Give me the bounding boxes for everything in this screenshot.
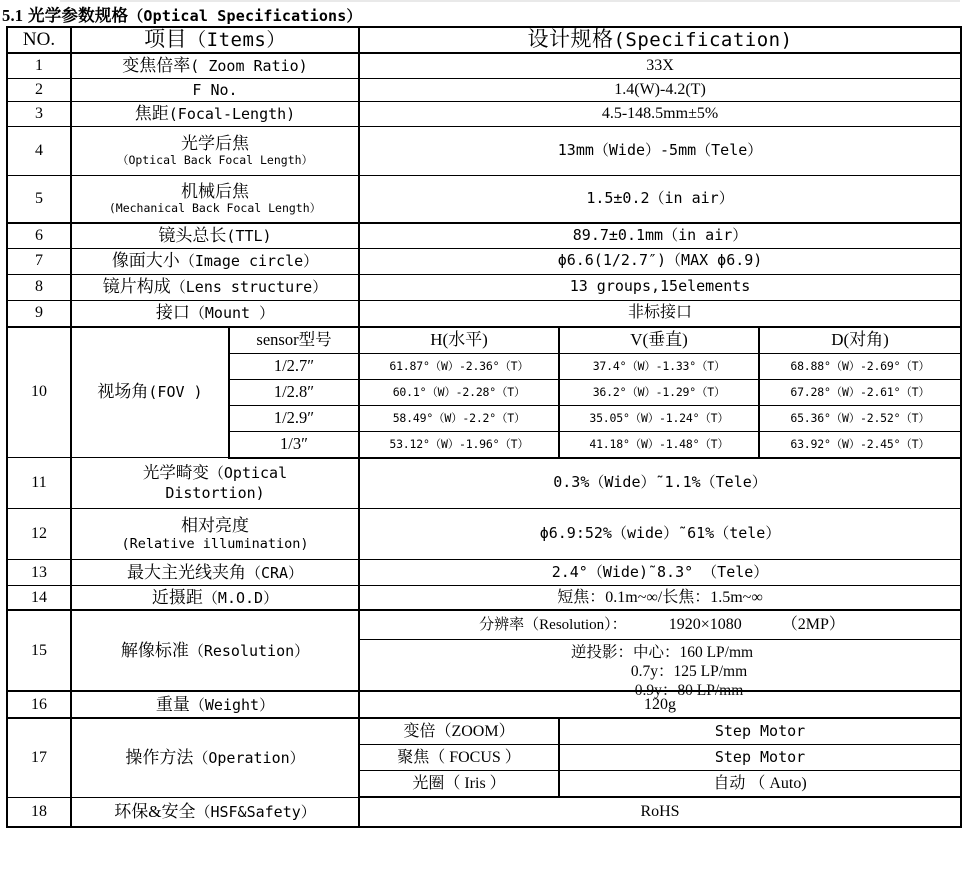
fov-sensor: 1/2.7″ (229, 353, 359, 379)
row-item: F No. (71, 78, 359, 101)
row-number: 12 (7, 509, 71, 560)
row-value: 1.4(W)-4.2(T) (359, 78, 961, 101)
operation-row (7, 718, 961, 745)
fov-v-value: 35.05°（W）-1.24°（T） (559, 405, 759, 431)
resolution-label: 分辨率（Resolution）： (479, 617, 627, 634)
fov-v-value: 36.2°（W）-1.29°（T） (559, 379, 759, 405)
row-item: 接口（Mount ） (71, 300, 359, 327)
fov-v-value: 41.18°（W）-1.48°（T） (559, 431, 759, 458)
table-row (7, 586, 961, 611)
row-number: 15 (7, 610, 71, 691)
fov-sensor: 1/3″ (229, 431, 359, 458)
row-number: 17 (7, 718, 71, 797)
optical-specifications-table (6, 26, 962, 828)
row-value: 短焦：0.1m~∞/长焦：1.5m~∞ (359, 586, 961, 611)
operation-label: 光圈（ Iris ） (359, 771, 559, 798)
table-row (7, 53, 961, 79)
row-item: 最大主光线夹角（CRA） (71, 560, 359, 586)
fov-v-value: 37.4°（W）-1.33°（T） (559, 353, 759, 379)
table-header-row (7, 27, 961, 53)
section-title-en: （Optical Specifications） (128, 7, 362, 25)
row-number: 7 (7, 248, 71, 274)
row-item: 视场角(FOV ) (71, 327, 229, 458)
row-number: 6 (7, 223, 71, 249)
fov-h-value: 53.12°（W）-1.96°（T） (359, 431, 559, 458)
resolution-header-line (359, 610, 961, 640)
back-projection-label: 逆投影： (570, 644, 633, 662)
row-number: 4 (7, 126, 71, 175)
row-item-subtitle: (Mechanical Back Focal Length） (108, 201, 322, 216)
row-value: RoHS (359, 797, 961, 827)
header-items: 项目（Items） (71, 27, 359, 53)
fov-h-value: 58.49°（W）-2.2°（T） (359, 405, 559, 431)
table-row (7, 274, 961, 300)
table-row (7, 78, 961, 101)
row-value: 非标接口 (359, 300, 961, 327)
fov-sensor: 1/2.9″ (229, 405, 359, 431)
row-item-subtitle: (Relative illumination) (121, 535, 309, 552)
table-row (7, 458, 961, 509)
row-number: 18 (7, 797, 71, 827)
resolution-megapixels: （2MP） (781, 616, 845, 634)
row-item-subtitle: （Optical Back Focal Length） (116, 153, 314, 168)
fov-header-sensor: sensor型号 (229, 327, 359, 354)
row-item: 环保&安全（HSF&Safety） (71, 797, 359, 827)
row-number: 14 (7, 586, 71, 611)
row-number: 16 (7, 691, 71, 718)
row-value: 120g (359, 691, 961, 718)
row-value: 33X (359, 53, 961, 79)
resolution-line: 0.9y：80 LP/mm (634, 682, 744, 700)
fov-d-value: 67.28°（W）-2.61°（T） (759, 379, 961, 405)
operation-value: Step Motor (559, 718, 961, 745)
row-item: 光学畸变（Optical Distortion) (71, 458, 359, 509)
header-no: NO. (7, 27, 71, 53)
row-value: 13 groups,15elements (359, 274, 961, 300)
row-item: 像面大小（Image circle） (71, 248, 359, 274)
row-value: 4.5-148.5mm±5% (359, 101, 961, 126)
table-row (7, 797, 961, 827)
fov-d-value: 68.88°（W）-2.69°（T） (759, 353, 961, 379)
table-row (7, 560, 961, 586)
fov-header-horizontal: H(水平) (359, 327, 559, 354)
fov-d-value: 65.36°（W）-2.52°（T） (759, 405, 961, 431)
row-number: 8 (7, 274, 71, 300)
row-value: 89.7±0.1mm（in air） (359, 223, 961, 249)
row-value: 2.4°（Wide)˜8.3° （Tele） (359, 560, 961, 586)
row-number: 11 (7, 458, 71, 509)
row-item: 解像标准（Resolution） (71, 610, 359, 691)
operation-value: 自动 （ Auto) (559, 771, 961, 798)
fov-header-diagonal: D(对角) (759, 327, 961, 354)
header-specification: 设计规格(Specification) (359, 27, 961, 53)
resolution-top-row (7, 610, 961, 640)
section-number: 5.1 (2, 6, 24, 25)
table-row (7, 101, 961, 126)
resolution-line: 逆投影：中心：160 LP/mm (570, 644, 754, 662)
resolution-detail-block (359, 640, 961, 700)
table-row (7, 509, 961, 560)
row-number: 5 (7, 175, 71, 223)
resolution-value: 1920×1080 (668, 616, 742, 634)
row-item: 机械后焦 (Mechanical Back Focal Length） (71, 175, 359, 223)
row-item: 近摄距（M.O.D） (71, 586, 359, 611)
row-number: 9 (7, 300, 71, 327)
operation-label: 聚焦（ FOCUS ） (359, 745, 559, 771)
fov-d-value: 63.92°（W）-2.45°（T） (759, 431, 961, 458)
fov-header-row (7, 327, 961, 354)
row-number: 2 (7, 78, 71, 101)
row-item: 焦距(Focal-Length) (71, 101, 359, 126)
row-item: 镜片构成（Lens structure） (71, 274, 359, 300)
row-item: 相对亮度 (Relative illumination) (71, 509, 359, 560)
resolution-line: 0.7y：125 LP/mm (630, 663, 748, 681)
row-item: 重量（Weight） (71, 691, 359, 718)
row-value: ϕ6.9:52%（wide）˜61%（tele） (359, 509, 961, 560)
row-value: ϕ6.6(1/2.7″)（MAX ϕ6.9) (359, 248, 961, 274)
table-row (7, 300, 961, 327)
row-number: 1 (7, 53, 71, 79)
table-row (7, 223, 961, 249)
row-item: 操作方法（Operation） (71, 718, 359, 797)
row-number: 3 (7, 101, 71, 126)
row-item: 光学后焦 （Optical Back Focal Length） (71, 126, 359, 175)
fov-h-value: 61.87°（W）-2.36°（T） (359, 353, 559, 379)
fov-header-vertical: V(垂直) (559, 327, 759, 354)
row-number: 10 (7, 327, 71, 458)
section-title-cn: 光学参数规格 (28, 6, 129, 25)
row-value: 1.5±0.2（in air） (359, 175, 961, 223)
row-number: 13 (7, 560, 71, 586)
row-value: 13mm（Wide）-5mm（Tele） (359, 126, 961, 175)
row-item: 镜头总长(TTL) (71, 223, 359, 249)
fov-sensor: 1/2.8″ (229, 379, 359, 405)
table-row (7, 126, 961, 175)
table-row (7, 175, 961, 223)
row-value: 0.3%（Wide）˜1.1%（Tele） (359, 458, 961, 509)
fov-h-value: 60.1°（W）-2.28°（T） (359, 379, 559, 405)
table-row (7, 248, 961, 274)
operation-label: 变倍（ZOOM） (359, 718, 559, 745)
operation-value: Step Motor (559, 745, 961, 771)
row-item: 变焦倍率( Zoom Ratio) (71, 53, 359, 79)
page-title (2, 2, 362, 26)
